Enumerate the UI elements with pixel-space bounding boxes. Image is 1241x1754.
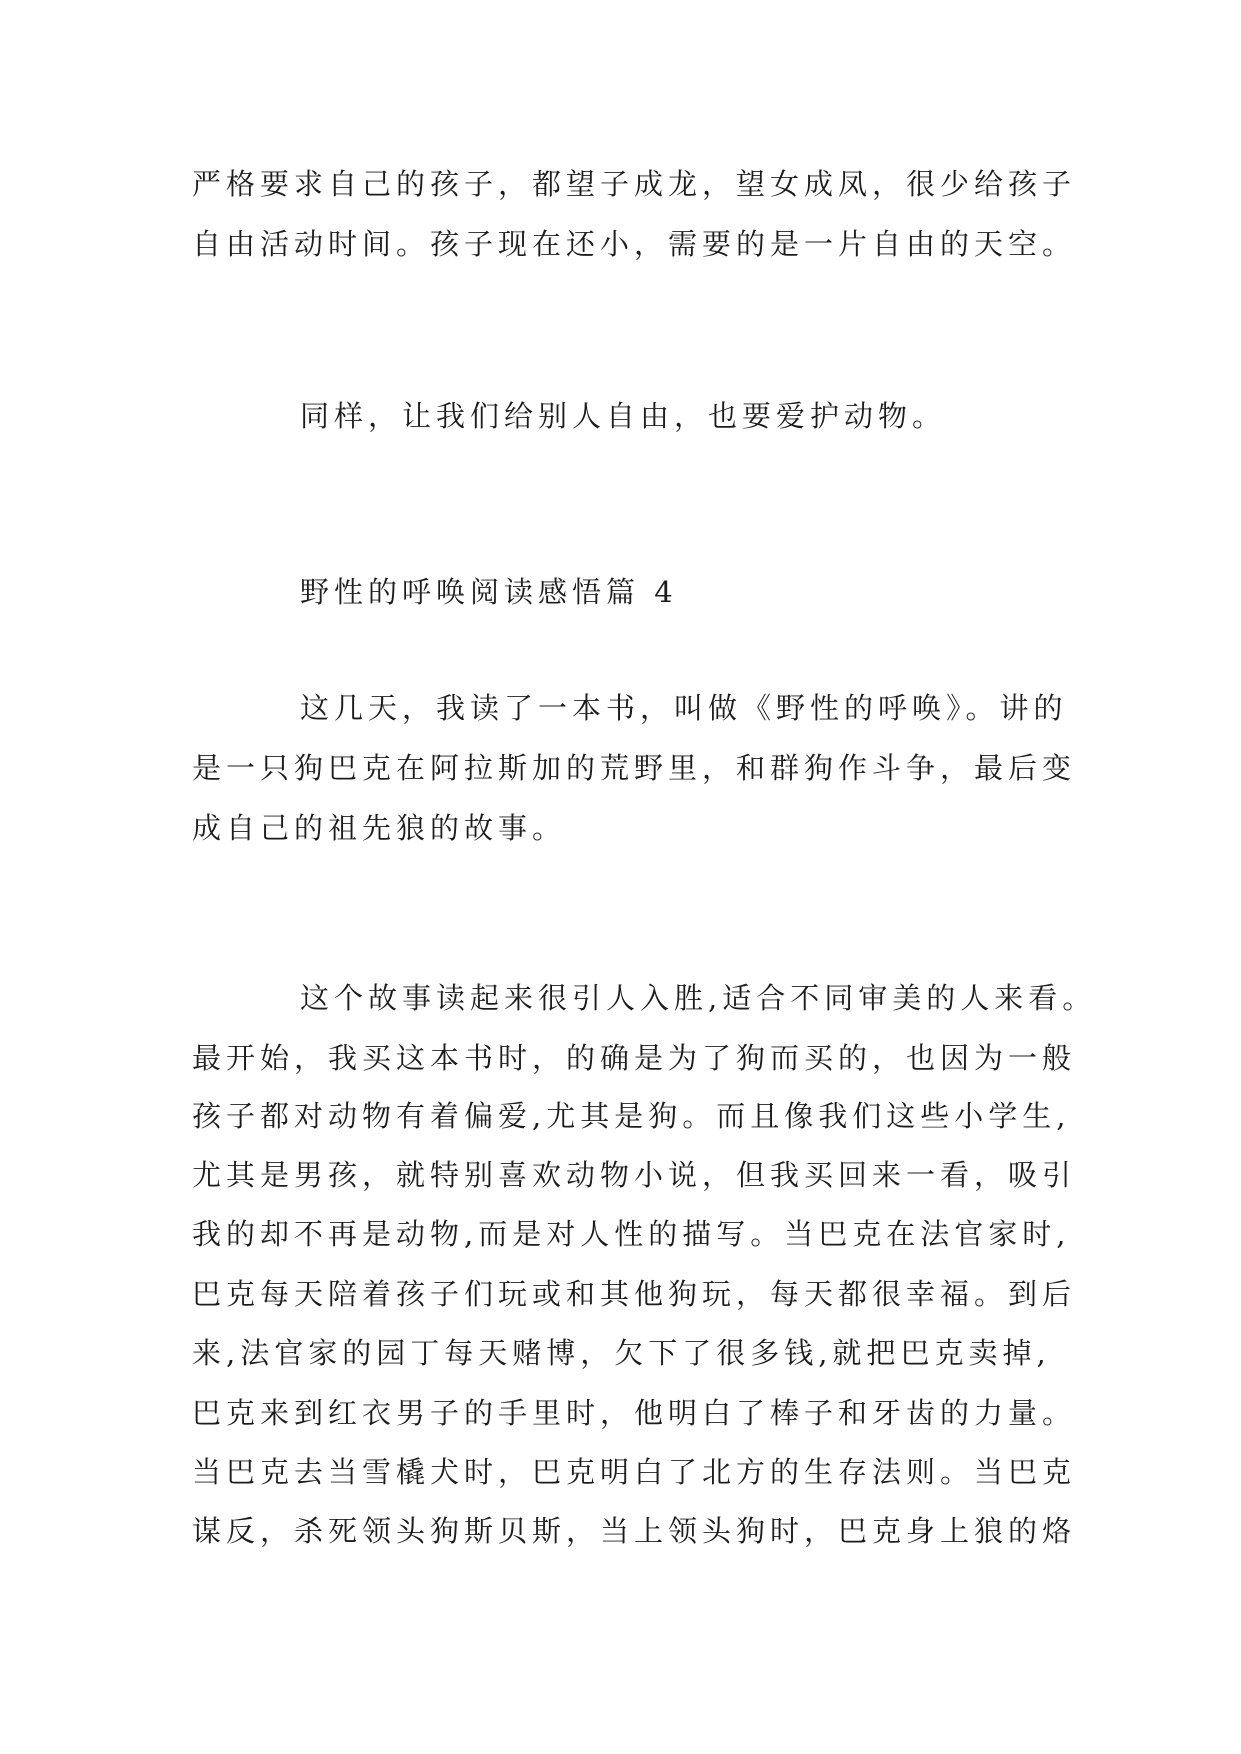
paragraph-line: 我的却不再是动物,而是对人性的描写。当巴克在法官家时, [192, 1217, 1071, 1251]
paragraph-line: 是一只狗巴克在阿拉斯加的荒野里，和群狗作斗争，最后变 [192, 751, 1077, 785]
paragraph-line: 严格要求自己的孩子，都望子成龙，望女成凤，很少给孩子 [192, 167, 1077, 201]
paragraph-line: 成自己的祖先狼的故事。 [192, 811, 567, 845]
paragraph-line: 来,法官家的园丁每天赌博，欠下了很多钱,就把巴克卖掉, [192, 1336, 1051, 1370]
paragraph-line: 当巴克去当雪橇犬时，巴克明白了北方的生存法则。当巴克 [192, 1455, 1077, 1489]
paragraph-line: 谋反，杀死领头狗斯贝斯，当上领头狗时，巴克身上狼的烙 [192, 1514, 1077, 1548]
paragraph-line: 自由活动时间。孩子现在还小，需要的是一片自由的天空。 [192, 227, 1077, 261]
paragraph-line: 同样，让我们给别人自由，也要爱护动物。 [300, 399, 947, 433]
paragraph-line: 孩子都对动物有着偏爱,尤其是狗。而且像我们这些小学生, [192, 1099, 1071, 1133]
paragraph-line: 这几天，我读了一本书，叫做《野性的呼唤》。讲的 [300, 691, 1068, 725]
paragraph-line: 巴克每天陪着孩子们玩或和其他狗玩，每天都很幸福。到后 [192, 1277, 1077, 1311]
paragraph-line: 这个故事读起来很引人入胜,适合不同审美的人来看。 [300, 981, 1097, 1015]
section-heading: 野性的呼唤阅读感悟篇 4 [300, 575, 678, 609]
paragraph-line: 最开始，我买这本书时，的确是为了狗而买的，也因为一般 [192, 1041, 1077, 1075]
paragraph-line: 巴克来到红衣男子的手里时，他明白了棒子和牙齿的力量。 [192, 1396, 1077, 1430]
paragraph-line: 尤其是男孩，就特别喜欢动物小说，但我买回来一看，吸引 [192, 1158, 1077, 1192]
